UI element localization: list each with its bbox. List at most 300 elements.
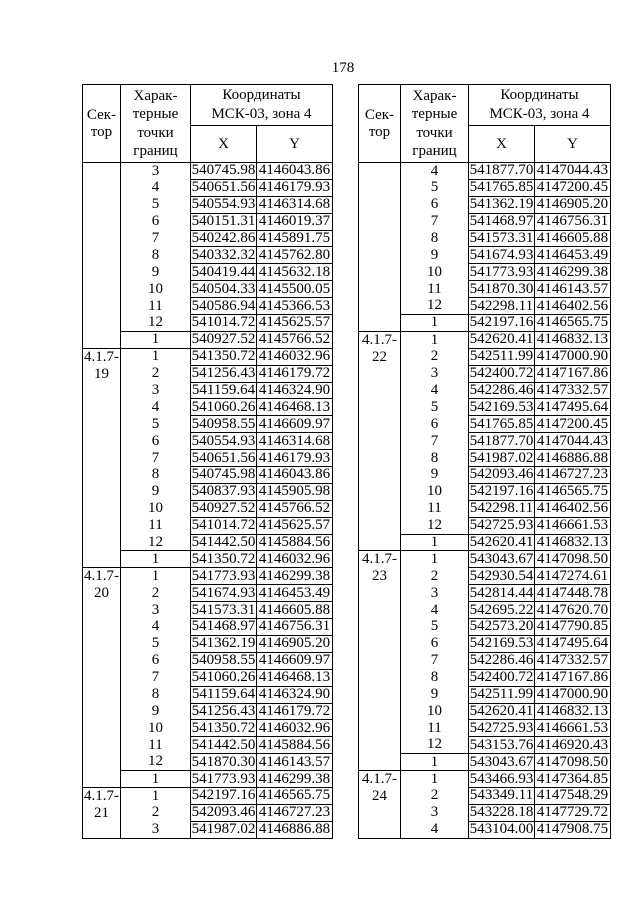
x-cell: 541256.43 — [191, 365, 256, 382]
sector-label: 21 — [94, 804, 109, 821]
point-cell: 9 — [401, 686, 469, 703]
y-cell: 4146905.20 — [535, 196, 611, 213]
table-row — [359, 551, 611, 568]
sector-label: 4.1.7- — [362, 771, 397, 788]
x-cell: 542286.46 — [469, 382, 534, 399]
y-cell: 4146179.72 — [257, 703, 333, 720]
point-cell: 3 — [121, 821, 191, 838]
sector-label: 22 — [372, 348, 387, 365]
y-cell: 4146920.43 — [535, 737, 611, 754]
sector-cell — [359, 163, 401, 332]
x-cell: 543104.00 — [469, 821, 534, 838]
y-cell: 4146468.13 — [257, 399, 333, 416]
table-row — [83, 483, 333, 500]
table-body — [83, 163, 333, 839]
y-cell: 4146179.93 — [257, 450, 333, 467]
x-cell: 541060.26 — [191, 398, 256, 415]
x-cell: 542298.11 — [469, 297, 534, 314]
y-cell: 4146402.56 — [535, 500, 611, 517]
x-cell: 540554.93 — [191, 432, 256, 449]
x-cell: 540927.52 — [191, 331, 256, 348]
x-cell: 542725.93 — [469, 719, 534, 736]
table-row — [83, 720, 333, 737]
y-cell: 4146609.97 — [257, 652, 333, 669]
y-cell: 4146605.88 — [257, 602, 333, 619]
header-points-line: Харак- — [412, 87, 457, 104]
y-cell: 4146043.86 — [257, 163, 333, 180]
x-cell: 542573.20 — [469, 618, 534, 635]
sector-label: 4.1.7- — [84, 568, 119, 585]
x-cell: 540419.44 — [191, 263, 256, 280]
header-points-line: терные — [132, 106, 179, 122]
point-cell: 8 — [401, 450, 469, 467]
point-cell: 9 — [401, 467, 469, 484]
point-cell: 1 — [401, 754, 469, 771]
x-cell: 541987.02 — [191, 821, 256, 838]
y-cell: 4145891.75 — [257, 230, 333, 247]
y-cell: 4145625.57 — [257, 517, 333, 534]
sector-cell — [359, 551, 401, 771]
point-cell: 4 — [401, 163, 469, 180]
point-cell: 5 — [121, 196, 191, 213]
table-row — [83, 619, 333, 636]
header-points-line: терные — [411, 106, 458, 122]
y-cell: 4146179.72 — [257, 365, 333, 382]
x-cell: 542930.54 — [469, 567, 534, 584]
point-cell: 11 — [121, 517, 191, 534]
x-cell: 542400.72 — [469, 365, 534, 382]
x-cell: 541350.72 — [191, 348, 256, 365]
header-row — [359, 85, 611, 126]
x-cell: 542814.44 — [469, 584, 534, 601]
table-row — [83, 635, 333, 652]
x-cell: 543043.67 — [469, 550, 534, 567]
y-cell: 4146453.49 — [535, 247, 611, 264]
y-cell: 4147495.64 — [535, 399, 611, 416]
table-row — [83, 568, 333, 585]
point-cell: 1 — [401, 534, 469, 551]
point-cell: 8 — [401, 230, 469, 247]
point-cell: 2 — [401, 568, 469, 585]
table-row — [83, 467, 333, 484]
x-cell: 541674.93 — [469, 246, 534, 263]
y-cell: 4146179.93 — [257, 179, 333, 196]
point-cell: 1 — [401, 551, 469, 568]
point-cell: 6 — [121, 652, 191, 669]
table-row — [83, 179, 333, 196]
x-cell: 543349.11 — [469, 787, 534, 804]
table-row — [83, 500, 333, 517]
x-cell: 541350.72 — [191, 550, 256, 567]
x-cell: 540958.55 — [191, 415, 256, 432]
y-cell: 4147448.78 — [535, 585, 611, 602]
point-cell: 7 — [121, 669, 191, 686]
y-cell: 4146756.31 — [257, 619, 333, 636]
point-cell: 2 — [401, 787, 469, 804]
x-cell: 541442.50 — [191, 736, 256, 753]
x-cell: 540554.93 — [191, 196, 256, 213]
y-cell: 4146886.88 — [535, 450, 611, 467]
x-cell: 541256.43 — [191, 703, 256, 719]
x-cell: 541014.72 — [191, 517, 256, 534]
y-cell: 4146032.96 — [257, 551, 333, 568]
sector-label: 23 — [372, 568, 387, 585]
y-cell: 4146324.90 — [257, 686, 333, 703]
sector-cell — [359, 331, 401, 551]
x-cell: 542197.16 — [469, 483, 534, 500]
point-cell: 1 — [121, 551, 191, 568]
table-row — [83, 163, 333, 180]
point-cell: 1 — [401, 315, 469, 332]
table-row — [83, 433, 333, 450]
x-cell: 541350.72 — [191, 719, 256, 736]
x-cell: 542620.41 — [469, 331, 534, 348]
point-cell: 6 — [401, 635, 469, 652]
y-cell: 4147332.57 — [535, 652, 611, 669]
header-y: Y — [257, 126, 333, 163]
point-cell: 5 — [401, 399, 469, 416]
point-cell: 3 — [401, 804, 469, 821]
table-row — [83, 787, 333, 804]
y-cell: 4147200.45 — [535, 179, 611, 196]
x-cell: 542400.72 — [469, 669, 534, 686]
x-cell: 542093.46 — [469, 466, 534, 483]
header-points-line: Харак- — [133, 87, 178, 104]
header-points — [121, 85, 191, 163]
table-row — [359, 331, 611, 348]
table-row — [83, 450, 333, 467]
y-cell: 4146143.57 — [257, 754, 333, 771]
x-cell: 541773.93 — [469, 263, 534, 280]
table-row — [359, 163, 611, 180]
point-cell: 4 — [121, 179, 191, 196]
x-cell: 541442.50 — [191, 534, 256, 551]
point-cell: 12 — [401, 737, 469, 754]
point-cell: 9 — [121, 264, 191, 281]
x-cell: 541573.31 — [191, 601, 256, 618]
sector-label: 4.1.7- — [362, 551, 397, 568]
table-row — [83, 771, 333, 788]
table-row — [83, 517, 333, 534]
y-cell: 4146609.97 — [257, 416, 333, 433]
point-cell: 5 — [401, 179, 469, 196]
y-cell: 4146565.75 — [535, 315, 611, 332]
point-cell: 2 — [121, 585, 191, 602]
table-row — [83, 264, 333, 281]
y-cell: 4146453.49 — [257, 585, 333, 602]
point-cell: 4 — [401, 382, 469, 399]
y-cell: 4146299.38 — [535, 264, 611, 281]
y-cell: 4147620.70 — [535, 602, 611, 619]
point-cell: 12 — [401, 517, 469, 534]
x-cell: 541468.97 — [469, 213, 534, 230]
y-cell: 4146832.13 — [535, 331, 611, 348]
x-cell: 542620.41 — [469, 534, 534, 551]
point-cell: 12 — [121, 754, 191, 771]
y-cell: 4147000.90 — [535, 686, 611, 703]
header-row — [83, 85, 333, 126]
y-cell: 4146032.96 — [257, 348, 333, 365]
point-cell: 2 — [121, 365, 191, 382]
y-cell: 4146143.57 — [535, 281, 611, 298]
x-cell: 540151.31 — [191, 213, 256, 230]
sector-label: 4.1.7- — [84, 348, 119, 365]
x-cell: 540504.33 — [191, 280, 256, 297]
header-coords-line: Координаты — [500, 87, 579, 103]
x-cell: 540242.86 — [191, 230, 256, 246]
header-coords — [191, 85, 333, 126]
point-cell: 8 — [121, 247, 191, 264]
y-cell: 4146402.56 — [535, 298, 611, 315]
coord-table-right — [358, 84, 611, 839]
x-cell: 542197.16 — [469, 314, 534, 331]
x-cell: 541870.30 — [191, 753, 256, 770]
header-y: Y — [535, 126, 611, 163]
header-coords — [469, 85, 611, 126]
table-row — [83, 737, 333, 754]
y-cell: 4146019.37 — [257, 213, 333, 230]
y-cell: 4145500.05 — [257, 281, 333, 298]
y-cell: 4145884.56 — [257, 737, 333, 754]
y-cell: 4145766.52 — [257, 500, 333, 517]
table-row — [83, 365, 333, 382]
x-cell: 542169.53 — [469, 398, 534, 415]
y-cell: 4147729.72 — [535, 804, 611, 821]
x-cell: 542695.22 — [469, 601, 534, 618]
y-cell: 4147098.50 — [535, 551, 611, 568]
header-points — [401, 85, 469, 163]
x-cell: 541159.64 — [191, 382, 256, 399]
y-cell: 4147495.64 — [535, 635, 611, 652]
point-cell: 6 — [121, 433, 191, 450]
y-cell: 4146832.13 — [535, 534, 611, 551]
y-cell: 4145632.18 — [257, 264, 333, 281]
x-cell: 540651.56 — [191, 179, 256, 196]
page-number: 178 — [331, 60, 355, 76]
point-cell: 3 — [121, 163, 191, 180]
table-row — [83, 247, 333, 264]
y-cell: 4146661.53 — [535, 720, 611, 737]
point-cell: 1 — [121, 771, 191, 788]
y-cell: 4147364.85 — [535, 771, 611, 788]
header-sector-line: тор — [90, 123, 113, 140]
point-cell: 8 — [121, 686, 191, 703]
x-cell: 540837.93 — [191, 483, 256, 500]
point-cell: 4 — [121, 619, 191, 636]
point-cell: 3 — [401, 585, 469, 602]
y-cell: 4146314.68 — [257, 196, 333, 213]
x-cell: 541060.26 — [191, 669, 256, 686]
point-cell: 12 — [121, 315, 191, 332]
point-cell: 2 — [401, 348, 469, 365]
x-cell: 541362.19 — [191, 635, 256, 652]
x-cell: 542286.46 — [469, 652, 534, 669]
header-points-line: границ — [133, 143, 178, 159]
header-x: X — [191, 126, 257, 163]
point-cell: 11 — [401, 720, 469, 737]
x-cell: 541773.93 — [191, 770, 256, 787]
y-cell: 4146565.75 — [257, 787, 333, 804]
header-coords-line: Координаты — [222, 87, 301, 103]
x-cell: 542298.11 — [469, 500, 534, 517]
point-cell: 8 — [121, 467, 191, 484]
x-cell: 542197.16 — [191, 787, 256, 804]
sector-label: 19 — [94, 365, 109, 382]
y-cell: 4147274.61 — [535, 568, 611, 585]
point-cell: 11 — [401, 500, 469, 517]
table-row — [83, 382, 333, 399]
x-cell: 540745.98 — [191, 162, 256, 179]
x-cell: 541014.72 — [191, 314, 256, 331]
y-cell: 4147044.43 — [535, 163, 611, 180]
table-row — [83, 298, 333, 315]
sector-label: 4.1.7- — [362, 331, 397, 348]
y-cell: 4146468.13 — [257, 669, 333, 686]
y-cell: 4146314.68 — [257, 433, 333, 450]
point-cell: 7 — [401, 433, 469, 450]
point-cell: 1 — [401, 771, 469, 788]
y-cell: 4147167.86 — [535, 669, 611, 686]
header-sector-line: Сек- — [86, 106, 117, 123]
header-sector — [359, 85, 401, 163]
sector-label: 4.1.7- — [84, 787, 119, 804]
y-cell: 4145762.80 — [257, 247, 333, 264]
x-cell: 540332.32 — [191, 246, 256, 263]
y-cell: 4145366.53 — [257, 298, 333, 315]
point-cell: 1 — [121, 568, 191, 585]
table-row — [83, 399, 333, 416]
x-cell: 541159.64 — [191, 686, 256, 703]
x-cell: 540958.55 — [191, 652, 256, 669]
point-cell: 11 — [121, 298, 191, 315]
point-cell: 4 — [401, 602, 469, 619]
point-cell: 4 — [401, 821, 469, 838]
x-cell: 541362.19 — [469, 196, 534, 213]
y-cell: 4146032.96 — [257, 720, 333, 737]
table-row — [83, 348, 333, 365]
y-cell: 4146832.13 — [535, 703, 611, 720]
y-cell: 4146727.23 — [535, 467, 611, 484]
header-coords-line: МСК-03, зона 4 — [489, 106, 590, 122]
point-cell: 6 — [121, 213, 191, 230]
x-cell: 541987.02 — [469, 449, 534, 466]
y-cell: 4145766.52 — [257, 331, 333, 348]
point-cell: 4 — [121, 399, 191, 416]
table-row — [83, 551, 333, 568]
x-cell: 541674.93 — [191, 584, 256, 601]
header-sector-line: Сек- — [364, 106, 395, 123]
point-cell: 11 — [401, 281, 469, 298]
y-cell: 4146905.20 — [257, 635, 333, 652]
y-cell: 4146565.75 — [535, 483, 611, 500]
y-cell: 4146661.53 — [535, 517, 611, 534]
point-cell: 2 — [121, 804, 191, 821]
x-cell: 540586.94 — [191, 297, 256, 314]
point-cell: 3 — [121, 382, 191, 399]
y-cell: 4147167.86 — [535, 365, 611, 382]
table-row — [83, 652, 333, 669]
sector-cell — [83, 348, 121, 568]
table-row — [83, 281, 333, 298]
point-cell: 10 — [121, 281, 191, 298]
point-cell: 1 — [121, 348, 191, 365]
x-cell: 542511.99 — [469, 686, 534, 703]
table-row — [83, 602, 333, 619]
x-cell: 540745.98 — [191, 466, 256, 483]
header-x: X — [469, 126, 535, 163]
point-cell: 7 — [401, 652, 469, 669]
header-points-line: границ — [412, 143, 457, 159]
x-cell: 541765.85 — [469, 415, 534, 432]
y-cell: 4147044.43 — [535, 433, 611, 450]
table-row — [83, 804, 333, 821]
x-cell: 541870.30 — [469, 280, 534, 297]
y-cell: 4145905.98 — [257, 483, 333, 500]
x-cell: 540651.56 — [191, 449, 256, 466]
x-cell: 541877.70 — [469, 432, 534, 449]
table-row — [83, 534, 333, 551]
table-row — [83, 821, 333, 838]
header-coords-line: МСК-03, зона 4 — [211, 106, 312, 122]
y-cell: 4146299.38 — [257, 771, 333, 788]
y-cell: 4147000.90 — [535, 348, 611, 365]
x-cell: 541573.31 — [469, 230, 534, 246]
point-cell: 5 — [121, 416, 191, 433]
point-cell: 10 — [121, 720, 191, 737]
point-cell: 1 — [121, 331, 191, 348]
point-cell: 12 — [121, 534, 191, 551]
x-cell: 542093.46 — [191, 804, 256, 821]
point-cell: 1 — [401, 331, 469, 348]
y-cell: 4146043.86 — [257, 467, 333, 484]
x-cell: 543228.18 — [469, 804, 534, 821]
x-cell: 542620.41 — [469, 703, 534, 719]
y-cell: 4147908.75 — [535, 821, 611, 838]
x-cell: 542169.53 — [469, 635, 534, 652]
point-cell: 10 — [401, 264, 469, 281]
header-sector — [83, 85, 121, 163]
point-cell: 3 — [121, 602, 191, 619]
x-cell: 543466.93 — [469, 770, 534, 787]
point-cell: 7 — [401, 213, 469, 230]
y-cell: 4147332.57 — [535, 382, 611, 399]
x-cell: 540927.52 — [191, 500, 256, 517]
point-cell: 3 — [401, 365, 469, 382]
x-cell: 542511.99 — [469, 348, 534, 365]
table-row — [83, 754, 333, 771]
y-cell: 4147790.85 — [535, 619, 611, 636]
sector-cell — [359, 771, 401, 839]
point-cell: 5 — [121, 635, 191, 652]
y-cell: 4145625.57 — [257, 315, 333, 332]
x-cell: 541877.70 — [469, 162, 534, 179]
point-cell: 6 — [401, 196, 469, 213]
y-cell: 4147548.29 — [535, 787, 611, 804]
y-cell: 4146727.23 — [257, 804, 333, 821]
table-row — [83, 703, 333, 720]
point-cell: 10 — [401, 703, 469, 720]
point-cell: 11 — [121, 737, 191, 754]
x-cell: 541765.85 — [469, 179, 534, 196]
y-cell: 4146756.31 — [535, 213, 611, 230]
table-row — [83, 686, 333, 703]
point-cell: 9 — [121, 703, 191, 720]
x-cell: 541468.97 — [191, 618, 256, 635]
point-cell: 7 — [121, 230, 191, 247]
table-row — [83, 585, 333, 602]
x-cell: 542725.93 — [469, 517, 534, 534]
sector-label: 24 — [372, 787, 387, 804]
